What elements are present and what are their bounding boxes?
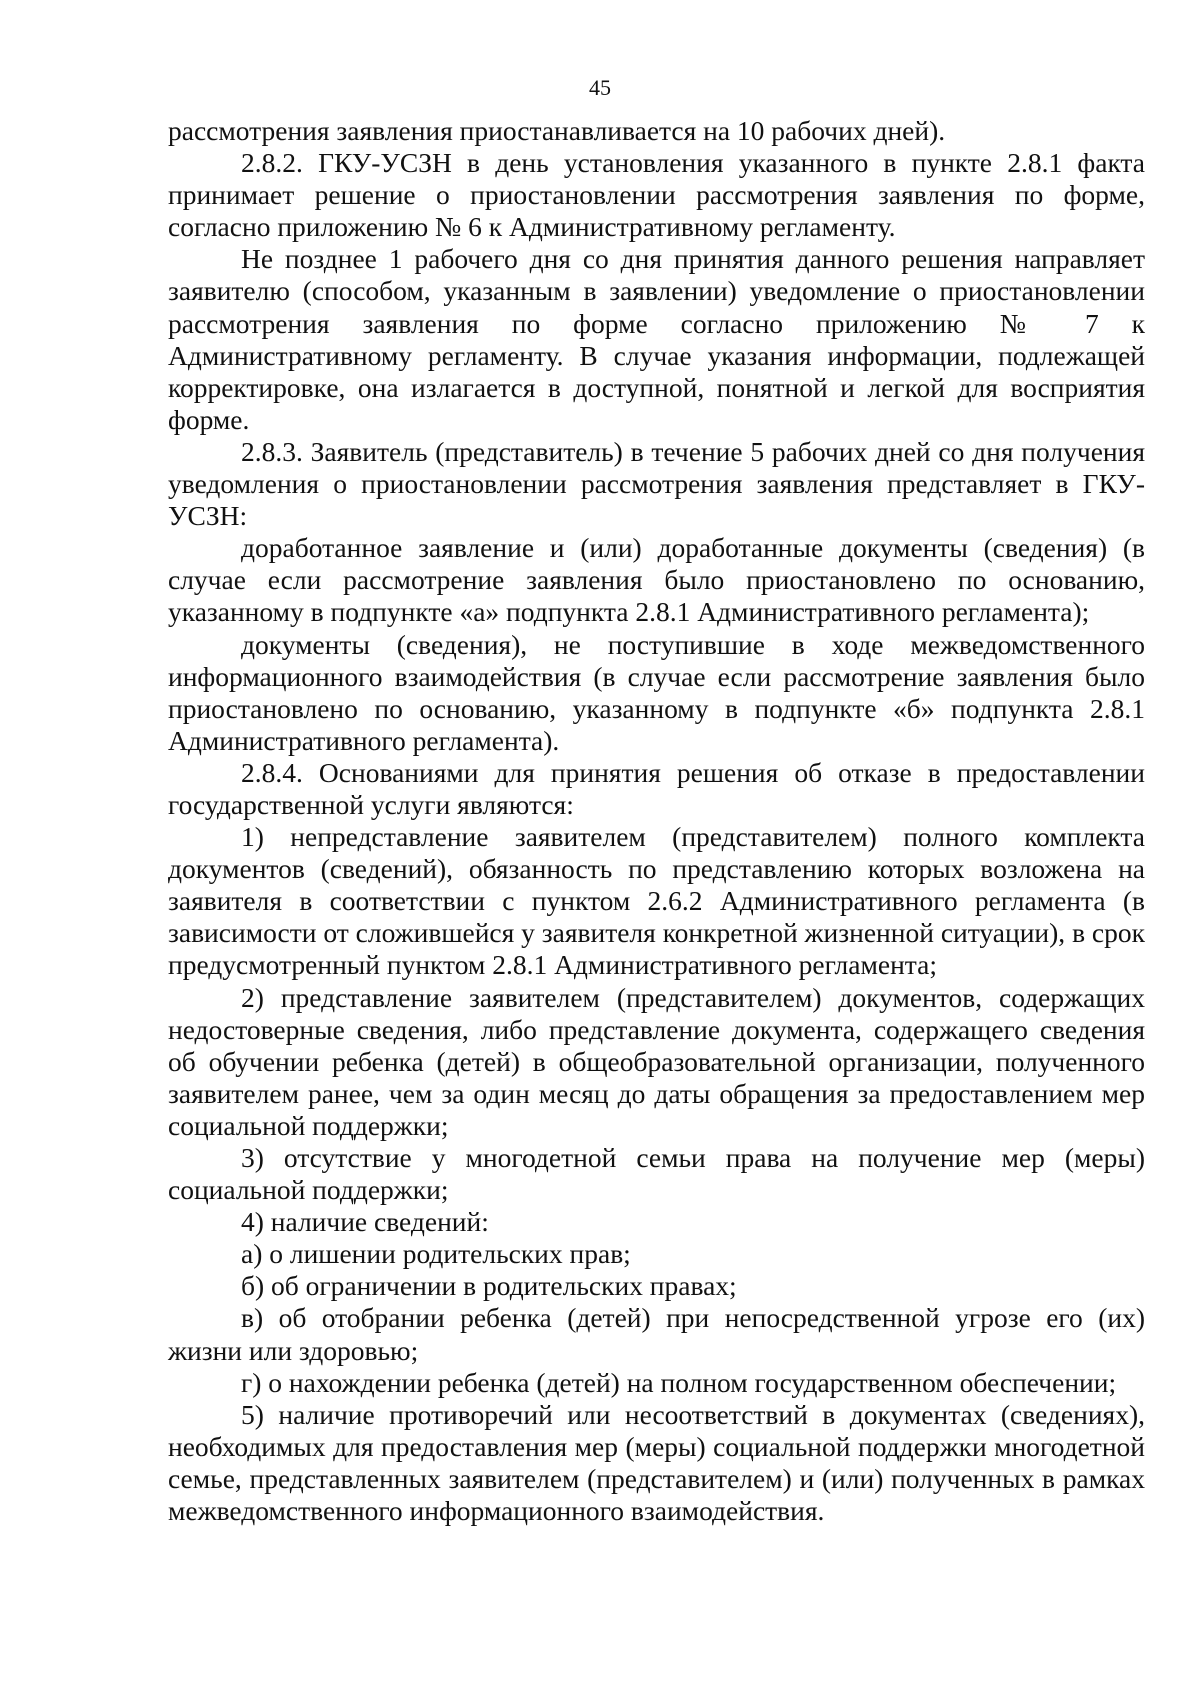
paragraph-continuation: рассмотрения заявления приостанавливается на 10 рабочих дней). bbox=[168, 115, 946, 146]
list-item-3: 3) отсутствие у многодетной семьи права на получение мер (меры) социальной поддержки; bbox=[168, 1142, 1145, 1206]
paragraph-revised-application: доработанное заявление и (или) доработанные документы (сведения) (в случае если рассмотрение заявления было приостановлено по основанию, указанному в подпункте «а» подпункта 2.8.1 Административного регламента); bbox=[168, 532, 1145, 628]
paragraph-2-8-2: 2.8.2. ГКУ-УСЗН в день установления указанного в пункте 2.8.1 факта принимает решение о приостановлении рассмотрения заявления по форме, согласно приложению № 6 к Административному регламенту. bbox=[168, 147, 1145, 243]
paragraph-2-8-3: 2.8.3. Заявитель (представитель) в течение 5 рабочих дней со дня получения уведомления о приостановлении рассмотрения заявления представляет в ГКУ-УСЗН: bbox=[168, 435, 1145, 532]
paragraph-missing-documents: документы (сведения), не поступившие в ходе межведомственного информационного взаимодействия (в случае если рассмотрение заявления было приостановлено по основанию, указанному в подпункте «б» подпункта 2.8.1 Административного регламента). bbox=[168, 628, 1145, 756]
list-item-2: 2) представление заявителем (представителем) документов, содержащих недостоверные сведения, либо представление документа, содержащего сведения об обучении ребенка (детей) в общеобразовательной организации, полученного заявителем ранее, чем за один месяц до даты обращения за предоставлением мер социальной поддержки; bbox=[168, 981, 1145, 1141]
list-item-4: 4) наличие сведений: bbox=[241, 1206, 489, 1238]
document-body bbox=[168, 115, 1145, 1527]
paragraph-notification: Не позднее 1 рабочего дня со дня принятия данного решения направляет заявителю (способом, указанным в заявлении) уведомление о приостановлении рассмотрения заявления по форме согласно приложению № 7 к Административному регламенту. В случае указания информации, подлежащей корректировке, она излагается в доступной, понятной и легкой для восприятия форме. bbox=[168, 243, 1145, 435]
list-item-4c: в) об отобрании ребенка (детей) при непосредственной угрозе его (их) жизни или здоровью; bbox=[168, 1302, 1145, 1366]
list-item-4a: а) о лишении родительских прав; bbox=[241, 1238, 631, 1270]
list-item-4d: г) о нахождении ребенка (детей) на полном государственном обеспечении; bbox=[241, 1366, 1117, 1398]
list-item-4b: б) об ограничении в родительских правах; bbox=[241, 1270, 737, 1302]
list-item-5: 5) наличие противоречий или несоответствий в документах (сведениях), необходимых для предоставления мер (меры) социальной поддержки многодетной семье, представленных заявителем (представителем) и (или) полученных в рамках межведомственного информационного взаимодействия. bbox=[168, 1398, 1145, 1527]
paragraph-2-8-4: 2.8.4. Основаниями для принятия решения об отказе в предоставлении государственной услуги являются: bbox=[168, 756, 1145, 820]
list-item-1: 1) непредставление заявителем (представителем) полного комплекта документов (сведений), обязанность по представлению которых возложена на заявителя в соответствии с пунктом 2.6.2 Административного регламента (в зависимости от сложившейся у заявителя конкретной жизненной ситуации), в срок предусмотренный пунктом 2.8.1 Административного регламента; bbox=[168, 821, 1145, 981]
page-number: 45 bbox=[589, 75, 611, 100]
